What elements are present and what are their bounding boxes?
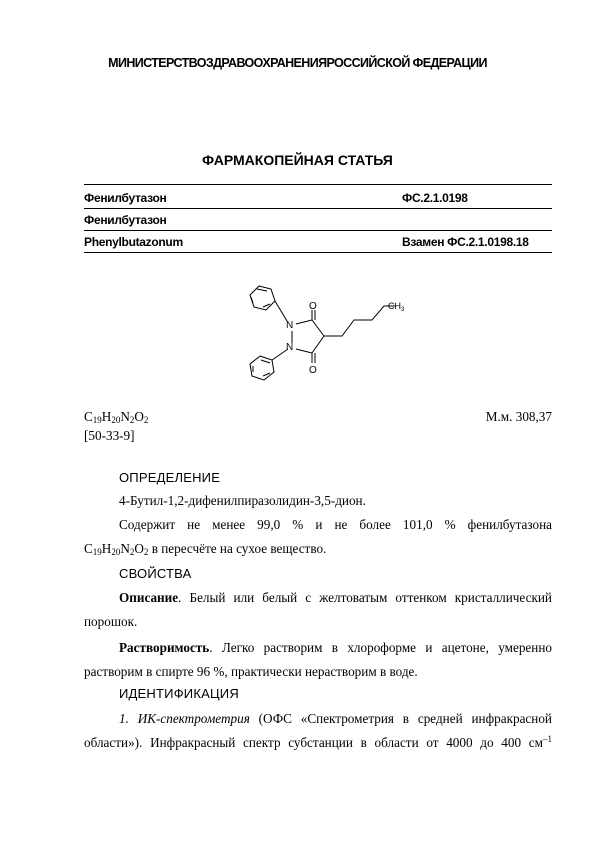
- description-label: Описание: [119, 590, 179, 605]
- monograph-code: ФС.2.1.0198: [402, 191, 468, 205]
- molecular-formula: $C_{19}H_{20}N_2O_2$: [84, 409, 149, 425]
- identification-heading: ИДЕНТИФИКАЦИЯ: [119, 686, 239, 701]
- ir-label: 1. ИК-спектрометрия: [119, 711, 250, 726]
- molecular-weight: М.м. 308,37: [485, 409, 552, 424]
- atom-n1: N: [286, 320, 294, 331]
- atom-n2: N: [286, 342, 294, 353]
- document-title: ФАРМАКОПЕЙНАЯ СТАТЬЯ: [202, 152, 393, 168]
- structural-formula: [230, 276, 420, 394]
- lower-phenyl-ring: [250, 356, 274, 380]
- solubility-line-2: растворим в спирте 96 %, практически нерастворим в воде.: [84, 664, 418, 679]
- atom-o2: O: [309, 365, 317, 376]
- replaces-code: Взамен ФС.2.1.0198.18: [402, 235, 529, 249]
- ministry-header: МИНИСТЕРСТВОЗДРАВООХРАНЕНИЯРОССИЙСКОЙ ФЕДЕРАЦИИ: [108, 56, 487, 70]
- rule-2: [84, 230, 552, 231]
- content-line-1: Содержит не менее 99,0 % и не более 101,0 % фенилбутазона: [119, 517, 552, 532]
- cas-number: [50-33-9]: [84, 428, 135, 443]
- atom-ch3: $CH_3$: [388, 301, 405, 313]
- rule-1: [84, 208, 552, 209]
- description-line-2: порошок.: [84, 614, 138, 629]
- properties-heading: СВОЙСТВА: [119, 566, 192, 581]
- content-line-2: $C_{19}H_{20}N_2O_2$ в пересчёте на сухое вещество.: [84, 541, 327, 557]
- atom-o1: O: [309, 301, 317, 312]
- iupac-name: 4-Бутил-1,2-дифенилпиразолидин-3,5-дион.: [119, 493, 366, 508]
- ir-line-2: области»). Инфракрасный спектр субстанции в области от 4000 до 400 $см^{-1}$: [84, 734, 552, 750]
- top-rule: [84, 184, 552, 185]
- rule-3: [84, 252, 552, 253]
- substance-name-ru-2: Фенилбутазон: [84, 213, 167, 227]
- ir-line-1: 1. ИК-спектрометрия (ОФС «Спектрометрия в средней инфракрасной: [119, 711, 552, 726]
- substance-name-latin: Phenylbutazonum: [84, 235, 183, 249]
- solubility-line-1: Растворимость. Легко растворим в хлороформе и ацетоне, умеренно: [119, 640, 552, 655]
- substance-name-ru: Фенилбутазон: [84, 191, 167, 205]
- description-line-1: Описание. Белый или белый с желтоватым оттенком кристаллический: [119, 590, 552, 605]
- definition-heading: ОПРЕДЕЛЕНИЕ: [119, 470, 221, 485]
- solubility-label: Растворимость: [119, 640, 210, 655]
